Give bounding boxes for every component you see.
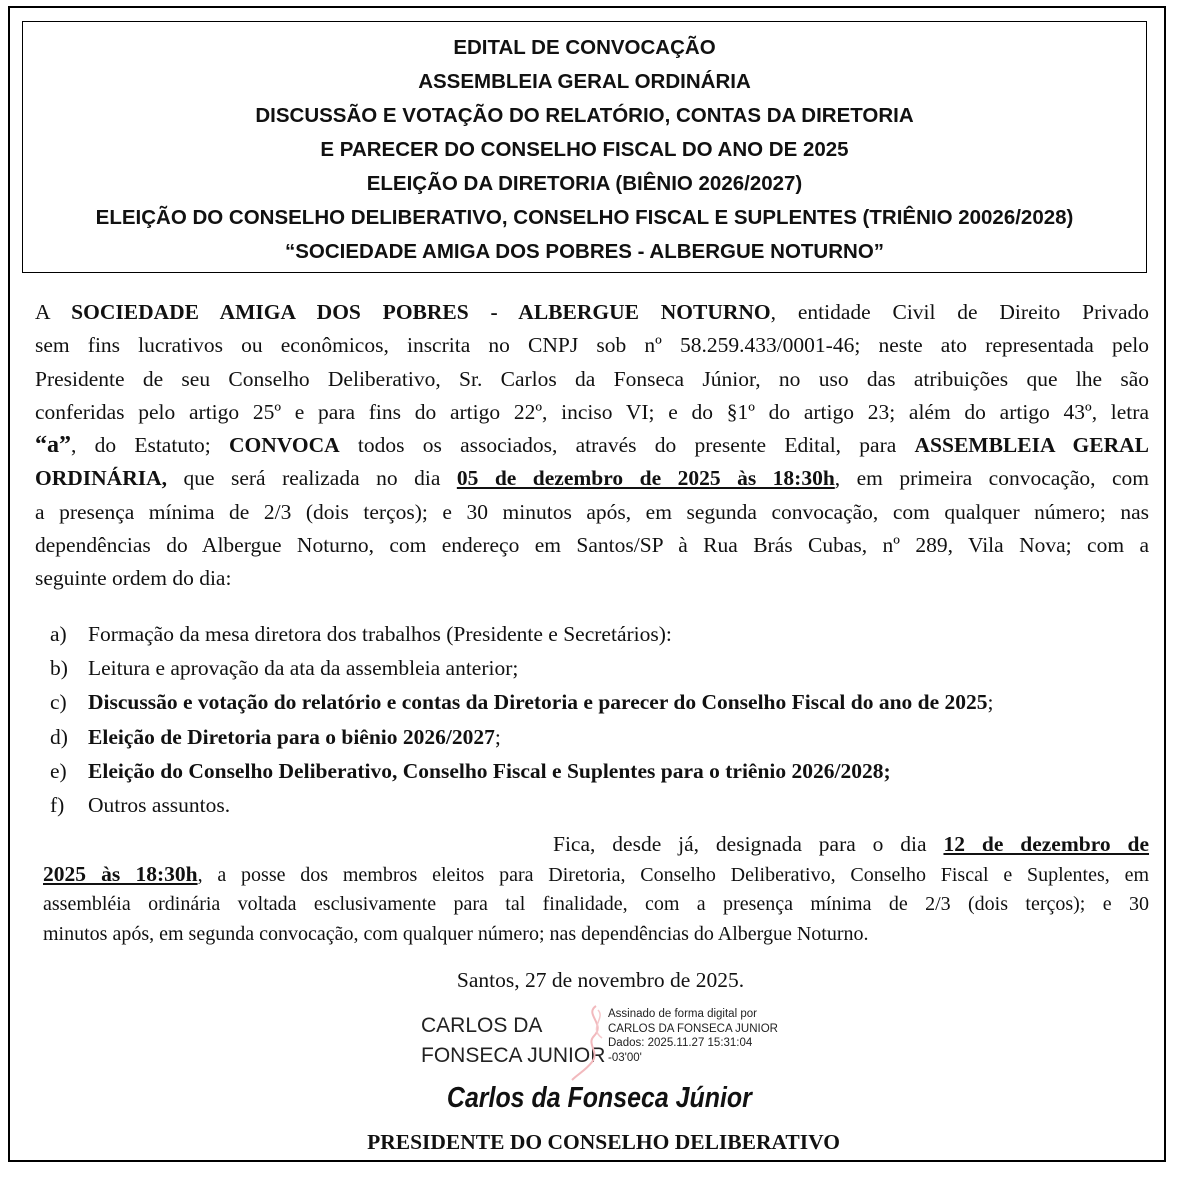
paragraph-line [35, 429, 1149, 462]
installation-date: 2025 às 18:30h [43, 861, 198, 886]
paragraph-line: Presidente de seu Conselho Deliberativo, Sr. Carlos da Fonseca Júnior, no uso das atribuições que lhe são [35, 366, 1149, 391]
text: Fica, desde já, designada para o dia [553, 832, 944, 856]
paragraph-line: minutos após, em segunda convocação, com qualquer número; nas dependências do Albergue Noturno. [43, 922, 869, 945]
assembly-name: ASSEMBLEIA GERAL [914, 433, 1150, 458]
paragraph-line: conferidas pelo artigo 25º e para fins do artigo 22º, inciso VI; e do §1º do artigo 23; além do artigo 43º, letra [35, 399, 1149, 424]
digital-signature-info [608, 1007, 778, 1065]
agenda-list [50, 617, 1160, 822]
signature-info-line: Assinado de forma digital por [608, 1008, 757, 1020]
paragraph-line [43, 830, 1149, 860]
agenda-item [50, 685, 1160, 719]
agenda-text: Formação da mesa diretora dos trabalhos (Presidente e Secretários): [88, 622, 672, 646]
agenda-item [50, 651, 1160, 685]
agenda-item [50, 754, 1160, 788]
agenda-letter: e) [50, 758, 67, 783]
signature-name-line: CARLOS DA [421, 1014, 543, 1037]
paragraph-line: seguinte ordem do dia: [35, 566, 232, 591]
installation-date: 12 de dezembro de [943, 832, 1150, 856]
paragraph-line [35, 462, 1149, 495]
signature-info-line: CARLOS DA FONSECA JUNIOR [608, 1022, 778, 1035]
header-line: ELEIÇÃO DO CONSELHO DELIBERATIVO, CONSELHO FISCAL E SUPLENTES (TRIÊNIO 20026/2028) [95, 206, 1074, 229]
agenda-text: Discussão e votação do relatório e contas da Diretoria e parecer do Conselho Fiscal do ano de 2025 [88, 690, 988, 715]
meeting-date: 05 de dezembro de 2025 às 18:30h [456, 466, 835, 491]
text: que será realizada no dia [167, 466, 457, 491]
signature-name-line: FONSECA JUNIOR [421, 1044, 606, 1067]
paragraph-line: assembléia ordinária voltada esclusivamente para tal finalidade, com a presença mínima de 2/3 (dois terços); e 30 [43, 893, 1149, 915]
signatory-name: Carlos da Fonseca Júnior [446, 1082, 752, 1114]
signature-info-line: Dados: 2025.11.27 15:31:04 [608, 1037, 753, 1049]
place-date: Santos, 27 de novembro de 2025. [456, 968, 745, 992]
agenda-letter: c) [50, 690, 67, 715]
convoca-word: CONVOCA [229, 433, 340, 458]
header-box [22, 21, 1147, 273]
agenda-letter: b) [50, 656, 68, 681]
installation-paragraph [43, 830, 1149, 949]
agenda-letter: d) [50, 724, 68, 749]
agenda-item [50, 617, 1160, 651]
agenda-suffix: ; [987, 690, 994, 715]
agenda-letter: f) [50, 793, 65, 818]
header-line: ASSEMBLEIA GERAL ORDINÁRIA [418, 70, 751, 93]
paragraph-line: a presença mínima de 2/3 (dois terços); e 30 minutos após, em segunda convocação, com qualquer número; nas [35, 499, 1149, 524]
entity-name: SOCIEDADE AMIGA DOS POBRES - ALBERGUE NOTURNO [71, 300, 771, 324]
header-line: “SOCIEDADE AMIGA DOS POBRES - ALBERGUE NOTURNO” [284, 240, 885, 263]
text: , do Estatuto; [71, 433, 230, 458]
paragraph-line: sem fins lucrativos ou econômicos, inscrita no CNPJ sob nº 58.259.433/0001-46; neste ato representada pelo [35, 333, 1149, 358]
convocation-paragraph [35, 296, 1149, 596]
signatory-role: PRESIDENTE DO CONSELHO DELIBERATIVO [367, 1130, 840, 1154]
header-line: E PARECER DO CONSELHO FISCAL DO ANO DE 2025 [320, 138, 849, 161]
agenda-item [50, 720, 1160, 754]
agenda-letter: a) [50, 622, 67, 646]
text: , em primeira convocação, com [834, 466, 1149, 491]
paragraph-line [43, 860, 1149, 891]
paragraph-line: dependências do Albergue Noturno, com endereço em Santos/SP à Rua Brás Cubas, nº 289, Vila Nova; com a [35, 533, 1149, 558]
signature-info-line: -03'00' [608, 1051, 642, 1064]
assembly-name: ORDINÁRIA, [35, 466, 167, 491]
paragraph-line [35, 296, 1149, 329]
text: todos os associados, através do presente Edital, para [339, 433, 915, 458]
header-line: DISCUSSÃO E VOTAÇÃO DO RELATÓRIO, CONTAS DA DIRETORIA [255, 104, 914, 127]
header-line: EDITAL DE CONVOCAÇÃO [453, 36, 716, 59]
text: , a posse dos membros eleitos para Diretoria, Conselho Deliberativo, Conselho Fiscal e Suplentes, em [197, 863, 1149, 886]
agenda-text: Leitura e aprovação da ata da assembleia anterior; [88, 656, 519, 681]
text: , entidade Civil de Direito Privado [770, 300, 1149, 324]
agenda-suffix: ; [494, 724, 501, 749]
agenda-text: Eleição de Diretoria para o biênio 2026/2027 [88, 724, 495, 749]
agenda-text: Outros assuntos. [88, 793, 231, 818]
agenda-text: Eleição do Conselho Deliberativo, Conselho Fiscal e Suplentes para o triênio 2026/2028; [88, 758, 891, 783]
agenda-item [50, 788, 1160, 822]
letter-a: “a” [35, 432, 71, 459]
header-line: ELEIÇÃO DA DIRETORIA (BIÊNIO 2026/2027) [366, 172, 803, 195]
text: A [35, 300, 72, 324]
